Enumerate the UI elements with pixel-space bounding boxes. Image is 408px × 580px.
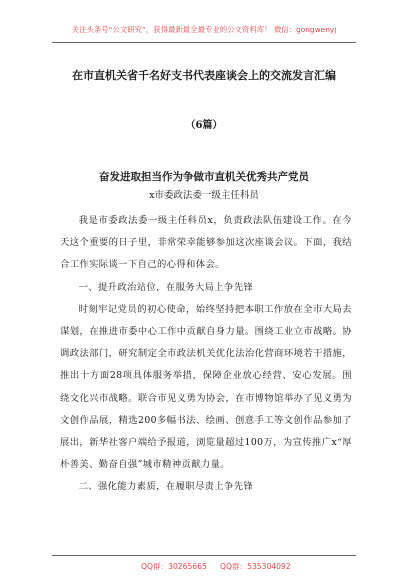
article-count: （6篇）: [185, 120, 223, 131]
footer-divider: [52, 555, 356, 556]
qq-group-one: QQ群：30265665: [141, 562, 207, 571]
qq-group-two: QQ群：535304092: [220, 562, 291, 571]
section-title: 奋发进取担当作为争做市直机关优秀共产党员: [99, 171, 309, 183]
document-title: 在市直机关省千名好支书代表座谈会上的交流发言汇编: [72, 69, 336, 82]
heading-two: 二、强化能力素质，在履职尽责上争先锋: [78, 481, 254, 493]
paragraph-one: 时刻牢记党员的初心使命，始终坚持把本职工作放在全市大局去谋划，在推进市委中心工作中贡献自身力量。围绕工业立市战略。协调政法部门，研究制定全市政法机关优化法治化营商环境若干措施，推出十方面28项具体服务举措，保障企业放心经营、安心发展。围绕文化兴市战略。联合市见义勇为协会，在市博物馆举办了见义勇为文创作品展，精选200多幅书法、绘画、创意手工等文创作品参加了展出，新华社客户端给予报道，浏览量超过100万，为宣传推广x“厚朴善美、勤奋自强”城市精神贡献力量。: [60, 303, 352, 471]
body-text: [60, 210, 352, 499]
paragraph-intro: 我是市委政法委一级主任科员x，负责政法队伍建设工作。在今天这个重要的日子里，非常荣幸能够参加这次座谈会议。下面，我结合工作实际谈一下自己的心得和体会。: [60, 215, 352, 271]
promo-header: 关注头条号“公文研究”，获得最新最全最专业的公文资料库！ 微信：gongwenyj: [71, 25, 337, 34]
author-line: x市委政法委一级主任科员: [149, 190, 259, 201]
header-divider: [52, 42, 356, 43]
heading-one: 一、提升政治站位，在服务大局上争先锋: [78, 281, 254, 293]
footer: [0, 560, 408, 574]
